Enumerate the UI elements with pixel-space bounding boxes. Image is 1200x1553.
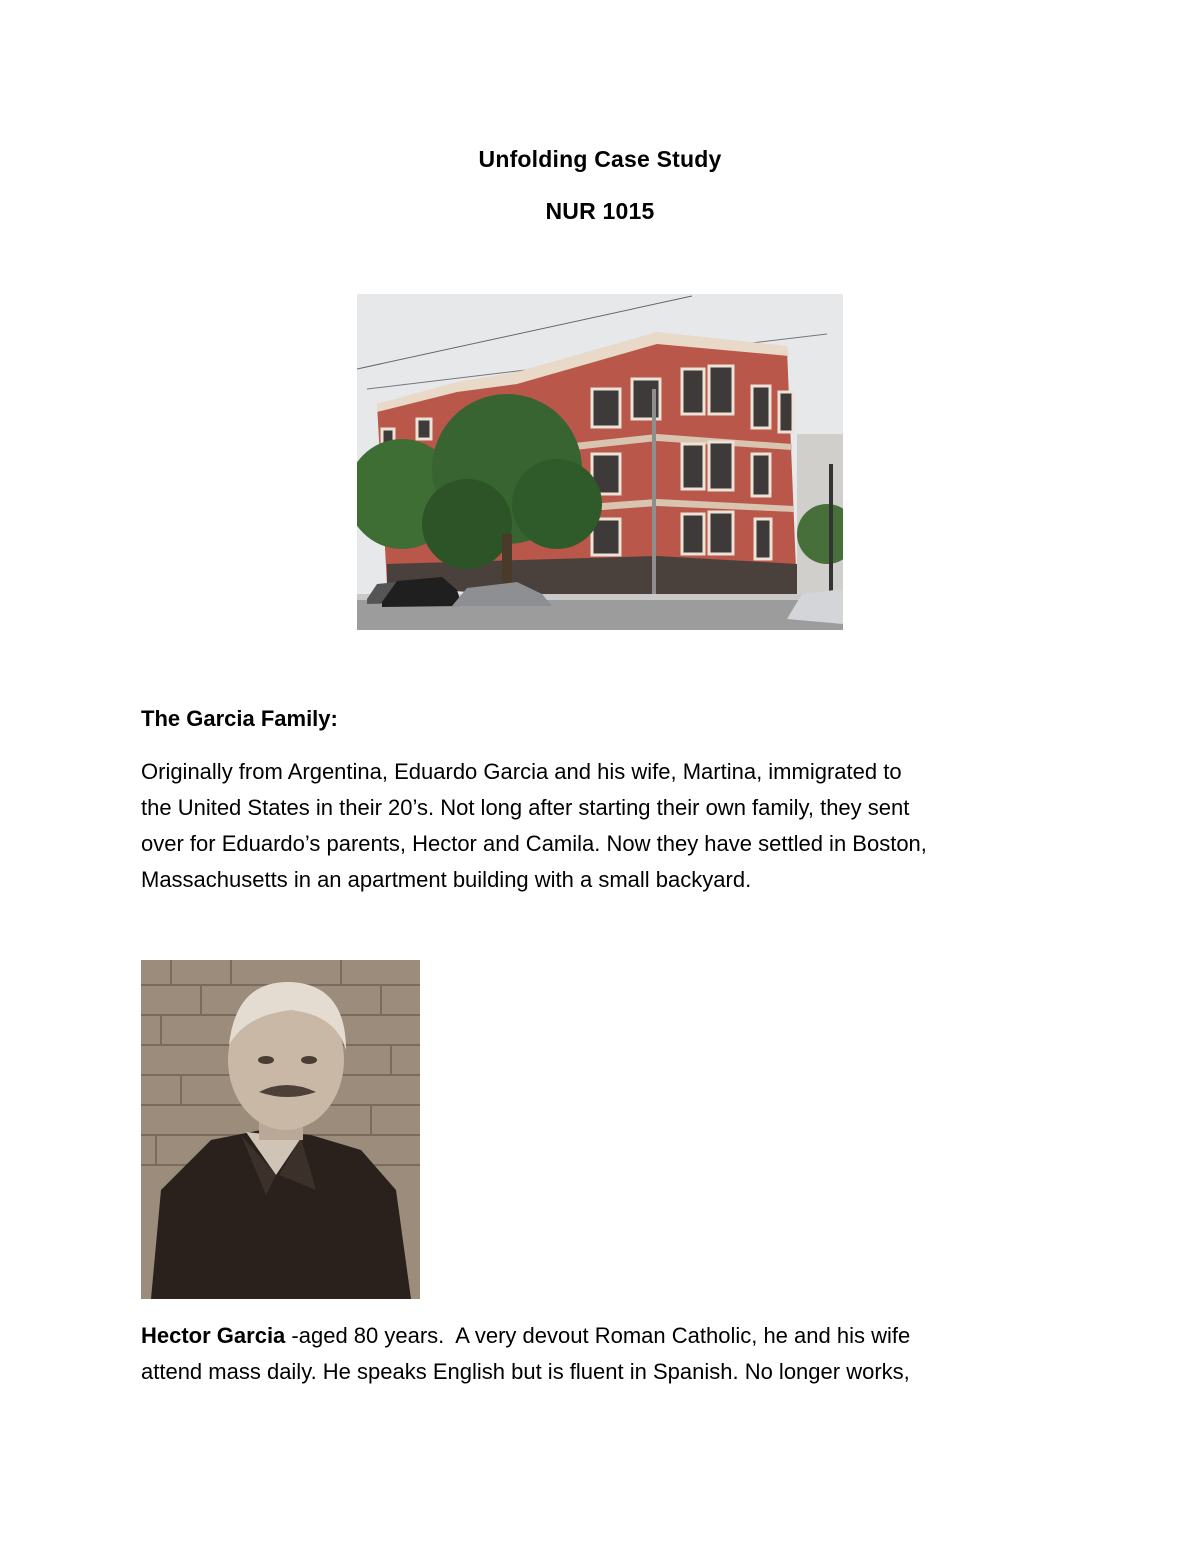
paragraph-line [141,1318,1071,1354]
paragraph-line: over for Eduardo’s parents, Hector and Camila. Now they have settled in Boston, [141,831,927,856]
paragraph-line: Massachusetts in an apartment building with a small backyard. [141,867,752,892]
paragraph-line: the United States in their 20’s. Not long after starting their own family, they sent [141,795,910,820]
document-title: Unfolding Case Study [478,146,722,172]
apartment-building-photo [357,294,843,630]
course-code: NUR 1015 [545,198,655,224]
paragraph-line: attend mass daily. He speaks English but is fluent in Spanish. No longer works, [141,1359,910,1384]
paragraph-line: Originally from Argentina, Eduardo Garcia and his wife, Martina, immigrated to [141,759,902,784]
hector-description: -aged 80 years. A very devout Roman Catholic, he and his wife [285,1323,911,1348]
hector-portrait-photo [141,960,420,1299]
hector-name: Hector Garcia [141,1323,286,1348]
hector-paragraph [141,1318,1071,1390]
family-heading: The Garcia Family: [141,706,338,731]
family-paragraph [141,754,1071,898]
